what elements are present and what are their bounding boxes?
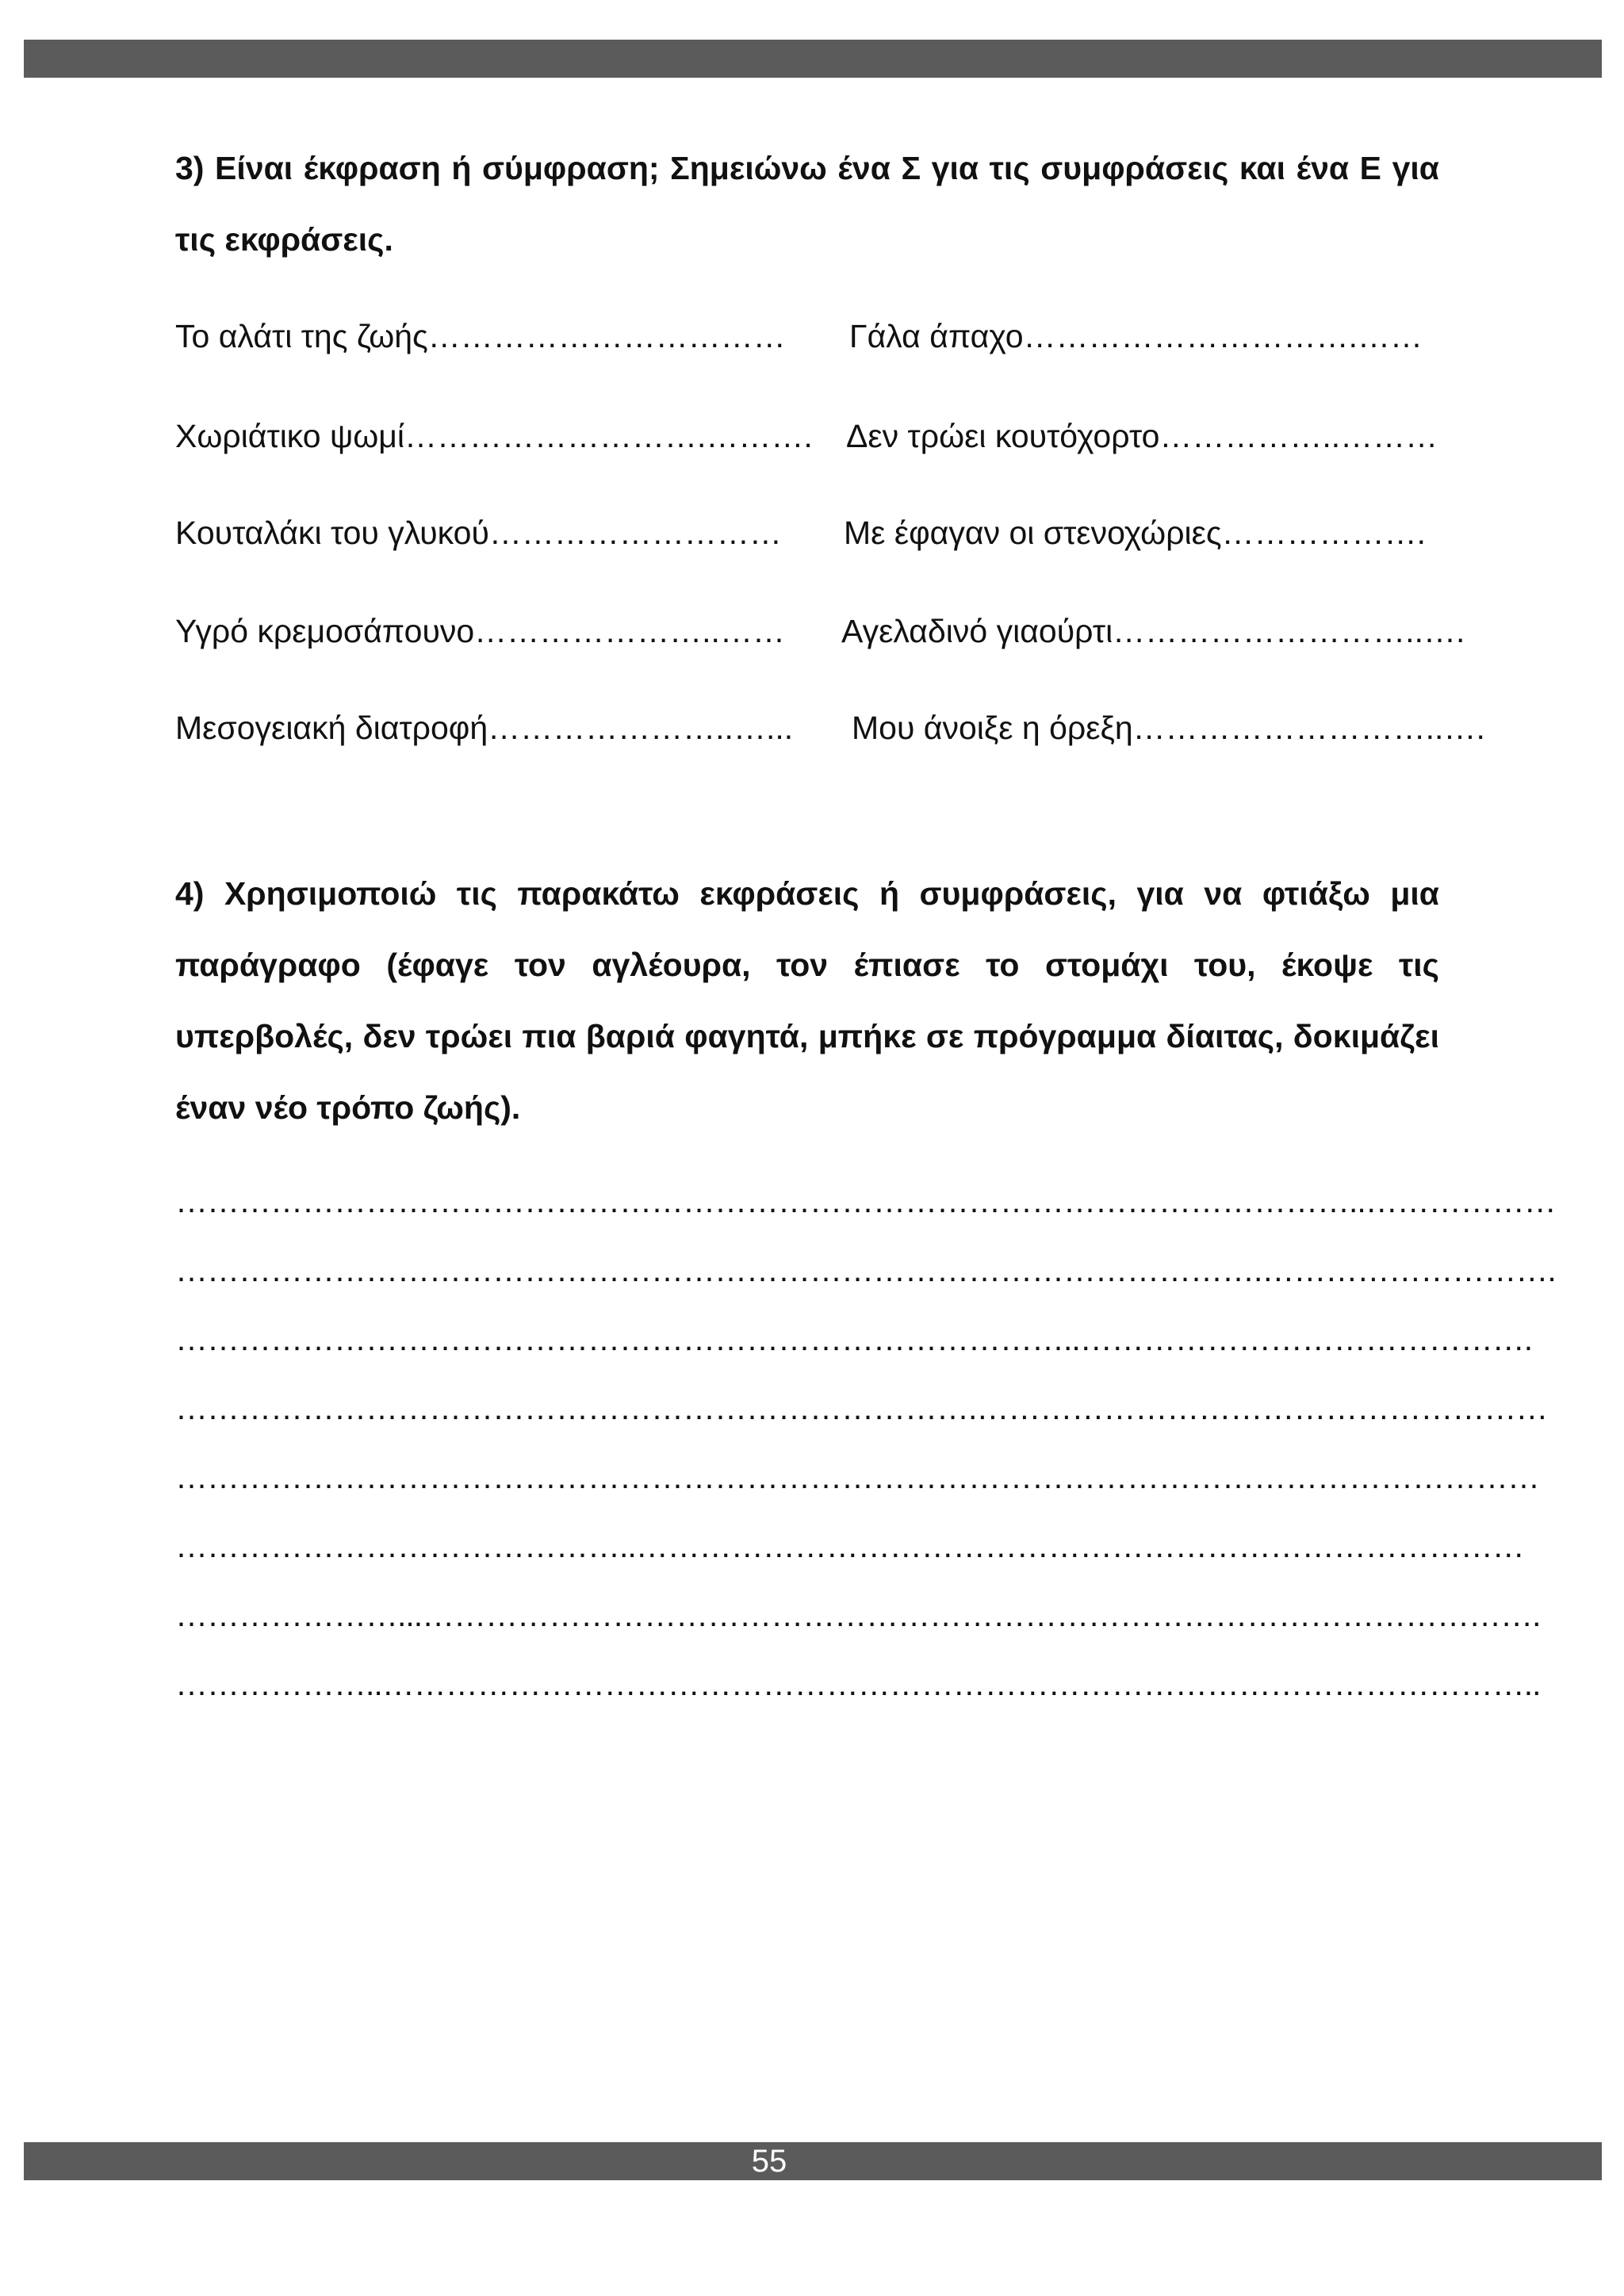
exercise-4-title: 4) Χρησιμοποιώ τις παρακάτω εκφράσεις ή συμφράσεις, για να φτιάξω μια παράγραφο (έφαγε τον αγλέουρα, τον έπιασε το στομάχι του, έκοψε τις υπερβολές, δεν τρώει πια βαριά φαγητά, μπήκε σε πρόγραμμα δίαιτας, δοκιμάζει έναν νέο τρόπο ζωής). — [175, 875, 1439, 1126]
writing-line: ………………………………………………………………….……………………………………………… — [175, 1390, 1548, 1426]
exercise-3-title: 3) Είναι έκφραση ή σύμφραση; Σημειώνω ένα Σ για τις συμφράσεις και ένα Ε για τις εκφράσεις. — [175, 150, 1439, 258]
writing-line: ………………..……………………………………………………………………………………………….. — [175, 1666, 1541, 1702]
page-number: 55 — [751, 2144, 787, 2179]
writing-line: ………………………………………………………………………………………….………………………. — [175, 1252, 1556, 1288]
phrase-left: Το αλάτι της ζωής…………………………… — [175, 318, 786, 354]
footer-bar — [24, 2142, 1602, 2180]
header-bar — [24, 40, 1602, 78]
phrase-row — [175, 312, 1476, 360]
phrase-right: Δεν τρώει κουτόχορτο……………..……… — [846, 418, 1438, 454]
phrase-row — [175, 704, 1485, 752]
phrase-row — [175, 509, 1476, 557]
phrase-left: Μεσογειακή διατροφή…………………..…... — [175, 710, 794, 746]
phrase-right: Μου άνοιξε η όρεξη………………………..…. — [852, 710, 1485, 746]
writing-line: …………………………………………………………………………..……………………………………. — [175, 1321, 1533, 1357]
phrase-left: Κουταλάκι του γλυκού……………………… — [175, 515, 782, 551]
writing-line: …………………...……………………………………………………………………………………………. — [175, 1597, 1541, 1633]
writing-line: ……………………………………..………………………………………………………………………… — [175, 1528, 1524, 1564]
phrase-right: Αγελαδινό γιαούρτι………………………..…. — [841, 613, 1465, 649]
phrase-right: Γάλα άπαχο………………………….…… — [849, 318, 1423, 354]
phrase-left: Χωριάτικο ψωμί……………………….………. — [175, 418, 813, 454]
phrase-right: Με έφαγαν οι στενοχώριες………………. — [844, 515, 1427, 551]
writing-line: ………………………………………………………………………………………………………………… — [175, 1459, 1539, 1495]
phrase-left: Υγρό κρεμοσάπουνο…………………..…… — [175, 613, 785, 649]
phrase-row — [175, 412, 1476, 460]
phrase-row — [175, 607, 1476, 655]
writing-line: …………………………………………………………………………………………………..……………… — [175, 1183, 1556, 1219]
